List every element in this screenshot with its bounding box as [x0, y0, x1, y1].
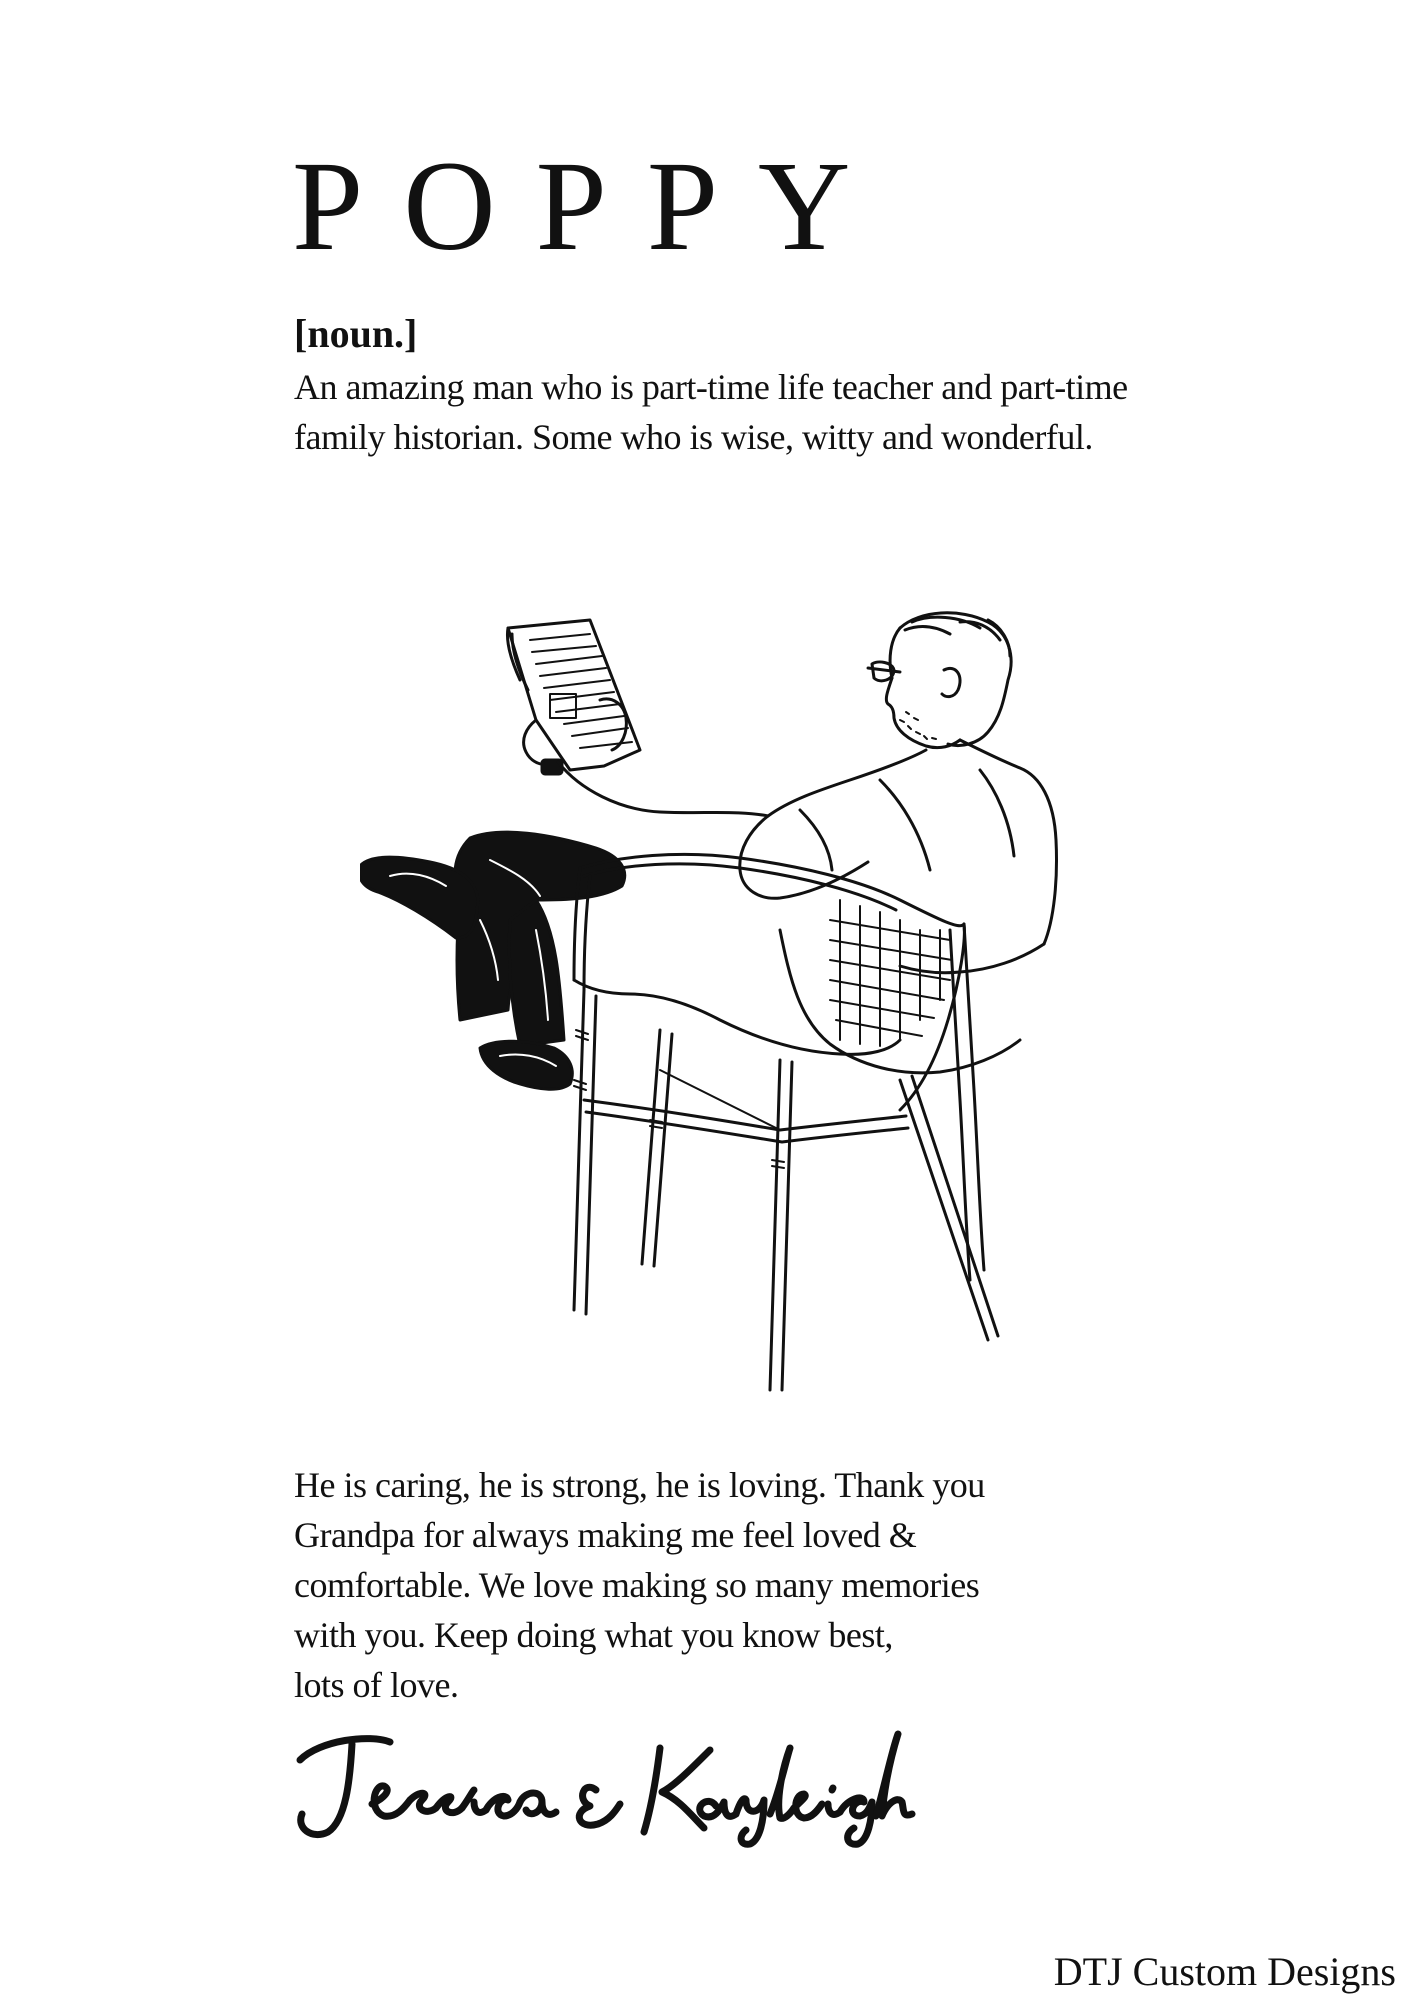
- message-line: with you. Keep doing what you know best,: [294, 1615, 893, 1655]
- tribute-message: [294, 1460, 1154, 1710]
- message-line: Grandpa for always making me feel loved &: [294, 1515, 917, 1555]
- part-of-speech: [noun.]: [294, 311, 418, 356]
- jacket: [740, 740, 1057, 1073]
- head: [868, 613, 1011, 748]
- brand-name: DTJ Custom Designs: [1053, 1949, 1396, 1994]
- newspaper: [508, 620, 641, 770]
- message-line: comfortable. We love making so many memories: [294, 1565, 980, 1605]
- poster-title: POPPY: [292, 135, 891, 277]
- rattan-chair: [574, 854, 998, 1390]
- message-line: lots of love.: [294, 1665, 459, 1705]
- man-reading-newspaper-illustration: [360, 600, 1060, 1400]
- definition-text: An amazing man who is part-time life teacher and part-time family historian. Some who is wise, witty and wonderful.: [294, 367, 1128, 457]
- signature-script: [280, 1720, 920, 1850]
- message-line: He is caring, he is strong, he is loving. Thank you: [294, 1465, 985, 1505]
